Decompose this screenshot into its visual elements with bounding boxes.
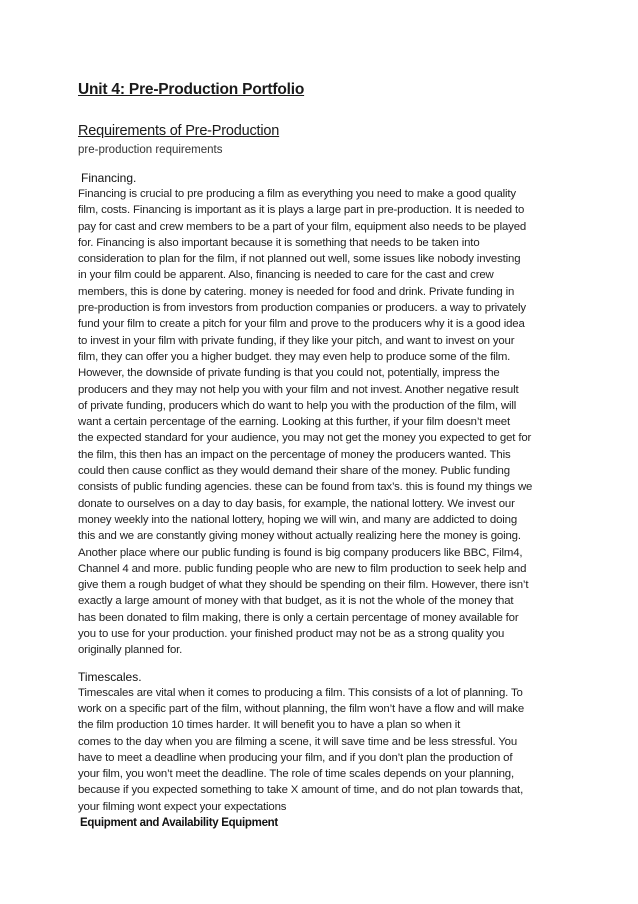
text-line: Another place where our public funding is found is big company producers like BBC, Film4, [78, 546, 523, 559]
text-line: film, costs. Financing is important as it is plays a large part in pre-production. It is needed to [78, 204, 525, 217]
text-line: members, this is done by catering. money is needed for food and drink. Private funding in [78, 285, 515, 298]
text-line: give them a rough budget of what they should be spending on their film. However, there isn’t [78, 579, 529, 592]
text-line: pay for cast and crew members to be a part of your film, equipment also needs to be played [78, 220, 527, 233]
requirements-heading: Requirements of Pre-Production [78, 123, 280, 139]
text-line: in your film could be apparent. Also, financing is needed to care for the cast and crew [78, 269, 494, 282]
financing-heading: Financing. [81, 171, 137, 185]
equipment-heading: Equipment and Availability Equipment [80, 816, 278, 829]
financing-paragraph [78, 186, 563, 659]
text-line: has been donated to film making, there is only a certain percentage of money available for [78, 611, 519, 624]
text-line: work on a specific part of the film, without planning, the film won’t have a flow and will make [78, 702, 525, 715]
text-line: this and we are constantly giving money without actually realizing here the money is going. [78, 530, 521, 543]
text-line: the film production 10 times harder. It will benefit you to have a plan so when it [78, 719, 461, 732]
text-line: Timescales are vital when it comes to producing a film. This consists of a lot of planning. To [78, 686, 523, 699]
document-content [78, 80, 563, 831]
text-line: originally planned for. [78, 644, 183, 657]
text-line: Financing is crucial to pre producing a film as everything you need to make a good quality [78, 188, 516, 200]
page-title: Unit 4: Pre-Production Portfolio [78, 81, 305, 98]
text-line: because if you expected something to take X amount of time, and do not plan towards that, [78, 784, 524, 797]
timescales-heading: Timescales. [78, 669, 142, 684]
text-line: the film, this then has an impact on the percentage of money the producers wanted. This [78, 448, 511, 461]
text-line: producers and they may not help you with your film and not invest. Another negative result [78, 383, 519, 396]
text-line: the expected standard for your audience, you may not get the money you expected to get for [78, 432, 532, 445]
text-line: exactly a large amount of money with that budget, as it is not the whole of the money that [78, 595, 514, 608]
text-line: consideration to plan for the film, if not planned out well, some issues like nobody investing [78, 253, 521, 266]
text-line: However, the downside of private funding is that you could not, potentially, impress the [78, 367, 500, 380]
text-line: film, they can offer you a higher budget. they may even help to produce some of the film. [78, 350, 511, 363]
text-line: fund your film to create a pitch for your film and prove to the producers why it is a good idea [78, 318, 525, 331]
text-line: of private funding, producers which do want to help you with the production of the film, will [78, 399, 517, 412]
text-line: donate to ourselves on a day to day basis, for example, the national lottery. We invest our [78, 497, 515, 510]
text-line: money weekly into the national lottery, hoping we will win, and many are addicted to doing [78, 513, 518, 526]
text-line: want a certain percentage of the earning. Looking at this further, if your film doesn’t meet [78, 416, 510, 429]
text-line: comes to the day when you are filming a scene, it will save time and be less stressful. You [78, 735, 518, 748]
text-line: could then cause conflict as they would demand their share of the money. Public funding [78, 465, 510, 478]
text-line: for. Financing is also important because it is something that needs to be taken into [78, 236, 480, 249]
text-line: consists of public funding agencies. these can be found from tax’s. this is found my things we [78, 481, 533, 494]
timescales-paragraph [78, 685, 563, 815]
text-line: your filming wont expect your expectations [78, 800, 287, 813]
requirements-subtitle: pre-production requirements [78, 144, 223, 156]
text-line: your film, you won’t meet the deadline. The role of time scales depends on your planning, [78, 768, 514, 781]
text-line: Channel 4 and more. public funding people who are new to film production to seek help and [78, 562, 527, 575]
text-line: have to meet a deadline when producing your film, and if you don’t plan the production of [78, 751, 513, 764]
text-line: to invest in your film with private funding, if they like your pitch, and want to invest on your [78, 334, 515, 347]
text-line: you to use for your production. your finished product may not be as a strong quality you [78, 628, 505, 641]
text-line: pre-production is from investors from production companies or producers. a way to privately [78, 302, 526, 315]
